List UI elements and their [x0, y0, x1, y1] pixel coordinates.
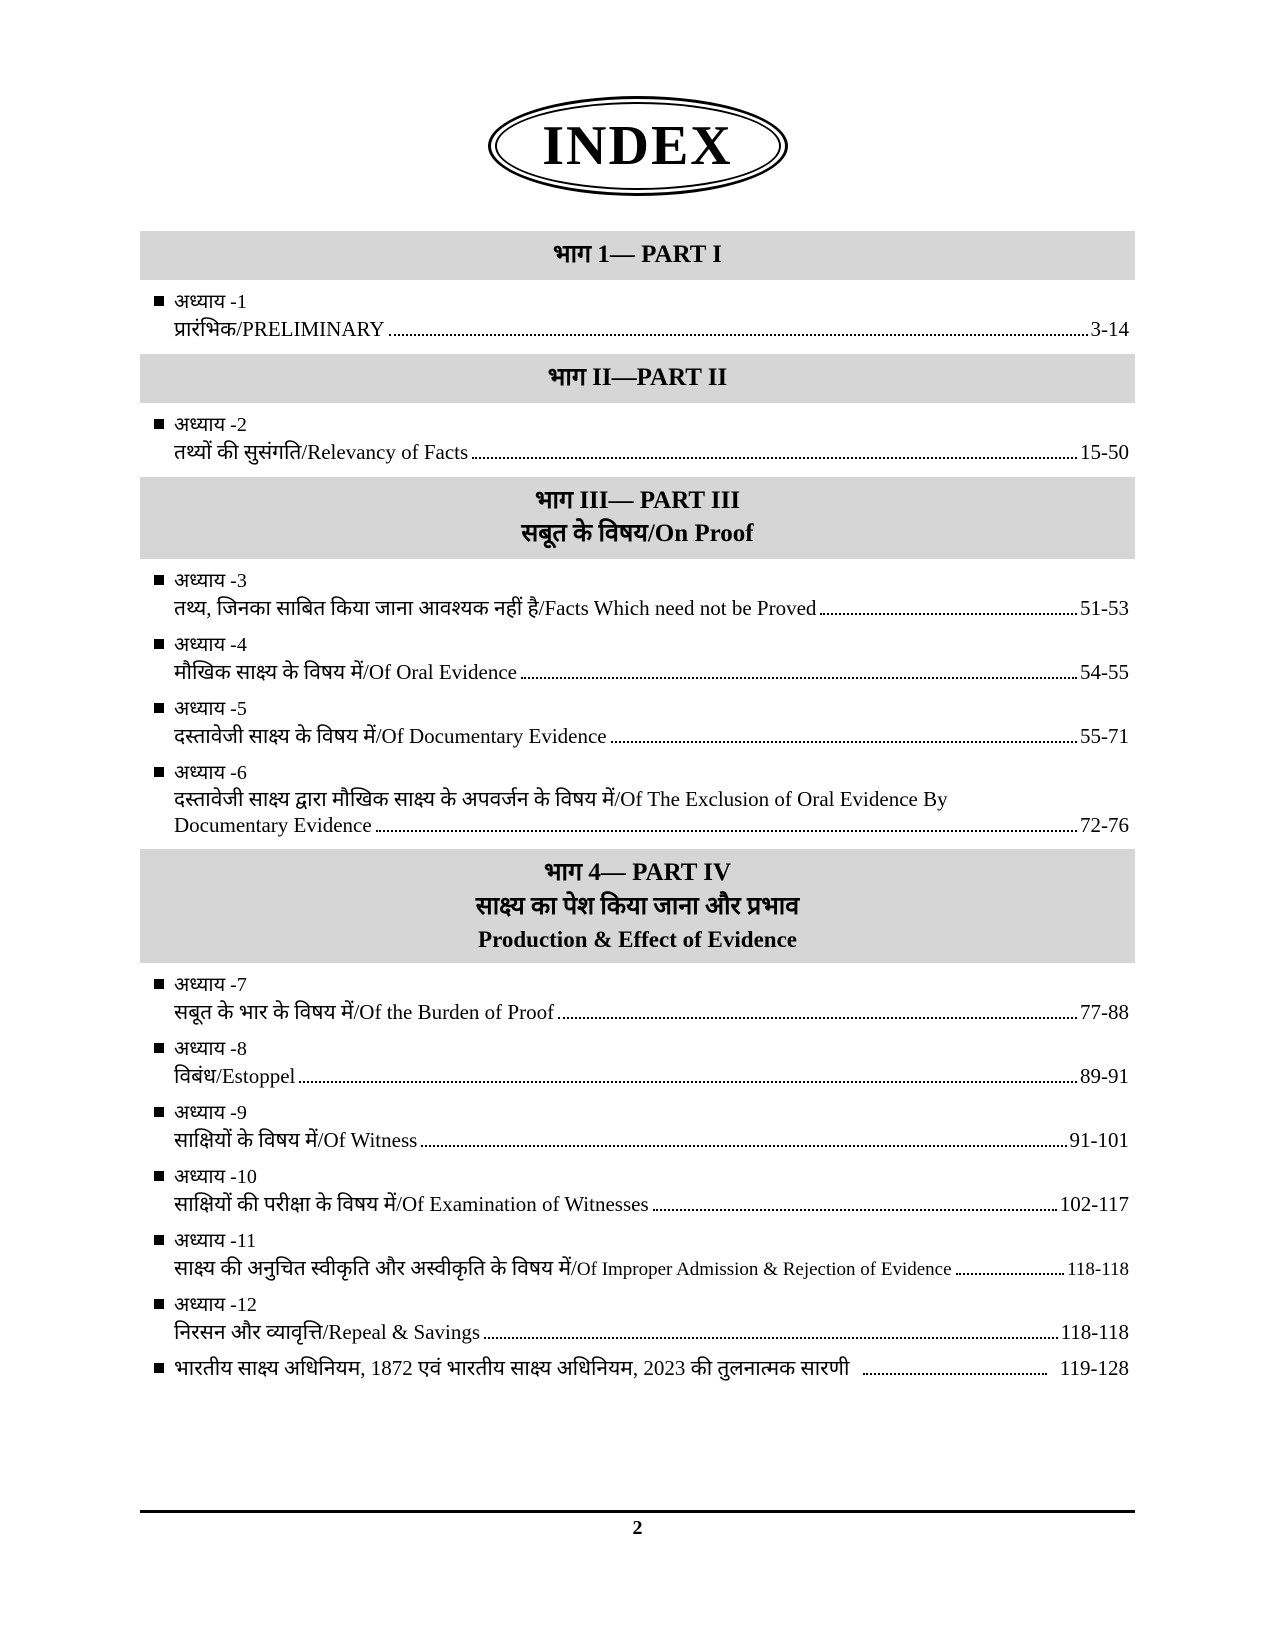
part-header-4	[140, 849, 1135, 963]
page-title: INDEX	[542, 115, 733, 177]
entry-title-english: PRELIMINARY	[242, 316, 385, 341]
entry-title-hindi: साक्ष्य की अनुचित स्वीकृति और अस्वीकृति के विषय में/	[174, 1255, 577, 1280]
list-item[interactable]	[140, 967, 1135, 1027]
page-footer	[140, 1510, 1135, 1540]
chapter-line	[146, 1034, 1129, 1061]
chapter-label: अध्याय -4	[174, 634, 247, 656]
entry-title-line	[146, 1126, 1129, 1154]
entry-title-hindi: तथ्यों की सुसंगति/	[174, 439, 308, 464]
entry-title-english: Of Documentary Evidence	[381, 724, 607, 748]
entry-title-line	[146, 594, 1129, 622]
part-header-subline: सबूत के विषय/On Proof	[521, 520, 754, 548]
square-bullet-icon	[154, 296, 164, 306]
footer-divider	[140, 1510, 1135, 1513]
square-bullet-icon	[154, 1299, 164, 1309]
page-number: 2	[632, 1517, 643, 1539]
square-bullet-icon	[154, 575, 164, 585]
chapter-label: अध्याय -6	[174, 762, 247, 784]
page-title-area	[0, 0, 1275, 201]
chapter-line	[146, 566, 1129, 593]
entry-title-line	[146, 658, 1129, 686]
chapter-label: अध्याय -7	[174, 973, 247, 996]
entry-title-english: Of Witness	[323, 1127, 418, 1152]
list-item[interactable]	[140, 407, 1135, 467]
part-header-3	[140, 477, 1135, 560]
leader-dots	[558, 1016, 1077, 1019]
entry-title-hindi: सबूत के भार के विषय में/	[174, 999, 360, 1024]
part-header-line: भाग II—PART II	[547, 363, 728, 391]
square-bullet-icon	[154, 1043, 164, 1053]
list-item[interactable]	[140, 1287, 1135, 1347]
entry-page-range: 91-101	[1069, 1127, 1129, 1152]
chapter-line	[146, 1290, 1129, 1317]
entry-page-range: 55-71	[1080, 724, 1129, 748]
square-bullet-icon	[154, 1235, 164, 1245]
comparative-table-entry	[146, 1354, 1129, 1382]
entry-title-hindi: दस्तावेजी साक्ष्य के विषय में/	[174, 724, 382, 748]
entry-page-range: 72-76	[1080, 813, 1129, 837]
part-header-1	[140, 231, 1135, 280]
part-header-line: भाग III— PART III	[534, 486, 741, 514]
leader-dots	[472, 456, 1077, 459]
list-item[interactable]	[140, 1031, 1135, 1091]
list-item[interactable]	[140, 563, 1135, 623]
list-item[interactable]	[140, 284, 1135, 344]
entry-title-english: Of Improper Admission & Rejection of Evidence	[576, 1258, 952, 1280]
entry-title-english: Estoppel	[221, 1063, 296, 1088]
entry-page-range: 54-55	[1080, 660, 1129, 684]
entry-title-hindi: मौखिक साक्ष्य के विषय में/	[174, 660, 369, 684]
entry-title-english: Of Oral Evidence	[368, 660, 517, 684]
entry-title-line	[146, 1318, 1129, 1346]
entry-title-line	[146, 1254, 1129, 1282]
entry-page-range: 119-128	[1059, 1355, 1129, 1380]
chapter-line	[146, 970, 1129, 997]
list-item[interactable]	[140, 1223, 1135, 1283]
list-item[interactable]	[140, 691, 1135, 751]
entry-title-line	[146, 1190, 1129, 1218]
square-bullet-icon	[154, 1171, 164, 1181]
leader-dots	[484, 1336, 1058, 1339]
part-header-line: भाग 4— PART IV	[543, 859, 732, 886]
leader-dots	[299, 1080, 1077, 1083]
entry-title-hindi: निरसन और व्यावृत्ति/	[174, 1319, 329, 1344]
entry-title-hindi: दस्तावेजी साक्ष्य द्वारा मौखिक साक्ष्य के अपवर्जन के विषय में/	[174, 787, 621, 811]
square-bullet-icon	[154, 1363, 164, 1373]
comparative-table-label: भारतीय साक्ष्य अधिनियम, 1872 एवं भारतीय साक्ष्य अधिनियम, 2023 की तुलनात्मक सारणी	[174, 1355, 850, 1380]
square-bullet-icon	[154, 419, 164, 429]
square-bullet-icon	[154, 767, 164, 777]
entry-title-english-cont: Documentary Evidence	[174, 813, 372, 837]
entry-title-hindi: विबंध/	[174, 1063, 222, 1088]
chapter-label: अध्याय -5	[174, 698, 247, 720]
chapter-label: अध्याय -9	[174, 1101, 247, 1124]
square-bullet-icon	[154, 1107, 164, 1117]
entry-title-row2	[174, 813, 1129, 838]
chapter-line	[146, 630, 1129, 657]
entry-title-row1	[174, 785, 1129, 813]
leader-dots	[521, 676, 1077, 679]
entry-title-block	[146, 785, 1129, 838]
leader-dots	[820, 612, 1077, 615]
entry-title-english: Repeal & Savings	[328, 1319, 481, 1344]
entry-title-hindi: साक्षियों के विषय में/	[174, 1127, 324, 1152]
part-entries-2	[140, 403, 1135, 477]
entry-title-english: Facts Which need not be Proved	[544, 596, 817, 620]
list-item[interactable]	[140, 755, 1135, 839]
entry-page-range: 118-118	[1067, 1258, 1129, 1280]
entry-title-line	[146, 1062, 1129, 1090]
part-entries-1	[140, 280, 1135, 354]
chapter-line	[146, 1098, 1129, 1125]
chapter-line	[146, 1226, 1129, 1253]
part-header-line: भाग 1— PART I	[553, 241, 722, 268]
chapter-line	[146, 287, 1129, 314]
chapter-line	[146, 410, 1129, 437]
entry-title-line	[146, 722, 1129, 750]
entry-page-range: 102-117	[1059, 1191, 1129, 1216]
chapter-label: अध्याय -12	[174, 1293, 257, 1316]
leader-dots	[863, 1372, 1046, 1375]
part-entries-4	[140, 963, 1135, 1393]
chapter-label: अध्याय -11	[174, 1229, 257, 1252]
leader-dots	[611, 740, 1077, 743]
entry-title-hindi: साक्षियों की परीक्षा के विषय में/	[174, 1191, 402, 1216]
entry-title-english: Of the Burden of Proof	[359, 999, 555, 1024]
entry-page-range: 51-53	[1080, 596, 1129, 620]
leader-dots	[653, 1208, 1057, 1211]
entry-title-line	[146, 438, 1129, 466]
square-bullet-icon	[154, 639, 164, 649]
leader-dots	[389, 333, 1088, 336]
chapter-line	[146, 758, 1129, 785]
title-oval-frame	[488, 96, 788, 196]
square-bullet-icon	[154, 979, 164, 989]
entry-title-line	[146, 315, 1129, 343]
chapter-label: अध्याय -3	[174, 570, 247, 592]
leader-dots	[421, 1144, 1066, 1147]
chapter-label: अध्याय -2	[174, 413, 247, 436]
chapter-label: अध्याय -10	[174, 1165, 257, 1188]
entry-title-english: Of Examination of Witnesses	[401, 1191, 649, 1216]
entry-page-range: 3-14	[1090, 316, 1129, 341]
entry-page-range: 118-118	[1060, 1319, 1129, 1344]
entry-title-english: Relevancy of Facts	[307, 439, 469, 464]
entry-title-hindi: तथ्य, जिनका साबित किया जाना आवश्यक नहीं है/	[174, 596, 545, 620]
chapter-line	[146, 1162, 1129, 1189]
part-header-subline-en: Production & Effect of Evidence	[478, 926, 797, 952]
index-content	[140, 231, 1135, 1393]
leader-dots	[956, 1272, 1065, 1275]
list-item[interactable]	[140, 1351, 1135, 1383]
list-item[interactable]	[140, 627, 1135, 687]
entry-page-range: 15-50	[1080, 439, 1129, 464]
entry-title-english: Of The Exclusion of Oral Evidence By	[620, 787, 948, 811]
entry-page-range: 77-88	[1080, 999, 1129, 1024]
entry-title-hindi: प्रारंभिक/	[174, 316, 243, 341]
entry-page-range: 89-91	[1080, 1063, 1129, 1088]
chapter-label: अध्याय -1	[174, 290, 247, 313]
entry-title-line	[146, 998, 1129, 1026]
list-item[interactable]	[140, 1095, 1135, 1155]
part-header-2	[140, 354, 1135, 403]
square-bullet-icon	[154, 703, 164, 713]
part-header-subline: साक्ष्य का पेश किया जाना और प्रभाव	[475, 892, 800, 920]
list-item[interactable]	[140, 1159, 1135, 1219]
chapter-line	[146, 694, 1129, 721]
leader-dots	[376, 829, 1077, 832]
chapter-label: अध्याय -8	[174, 1037, 247, 1060]
part-entries-3	[140, 559, 1135, 849]
